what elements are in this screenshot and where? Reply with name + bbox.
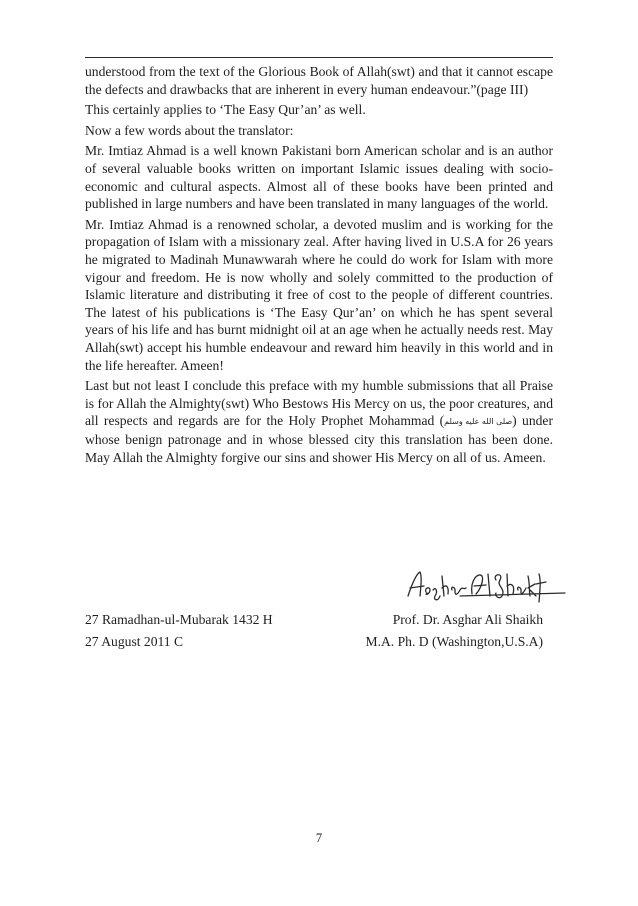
page-number: 7 (315, 831, 323, 845)
author-name: Prof. Dr. Asghar Ali Shaikh (392, 612, 543, 627)
paragraph-translator-intro: Now a few words about the translator: (85, 122, 294, 138)
date-hijri: 27 Ramadhan-ul-Mubarak 1432 H (85, 612, 273, 627)
paragraph-applies: This certainly applies to ‘The Easy Qur’an’ as well. (85, 102, 366, 118)
date-gregorian: 27 August 2011 C (85, 634, 184, 649)
conclusion-text-after: ) under whose benign patronage and in whose blessed city this translation has been done. May Allah the Almighty forgive our sins and shower His Mercy on all of us. Ameen. (85, 413, 553, 465)
conclusion-text-before: Last but not least I conclude this preface with my humble submissions that all Praise is for Allah the Almighty(swt) Who Bestows His Mercy on us, the poor creatures, and all respects and regards are for the Holy Prophet Mohammad ( (85, 378, 553, 429)
top-rule (85, 57, 553, 58)
handwritten-signature (400, 566, 570, 606)
paragraph-conclusion (85, 377, 553, 466)
author-credentials: M.A. Ph. D (Washington,U.S.A) (365, 634, 543, 649)
paragraph-translator-bio: Mr. Imtiaz Ahmad is a well known Pakistani born American scholar and is an author of several valuable books written on important Islamic issues dealing with socio-economic and cultural aspects. Almost all of these books have been printed and published in large numbers and have been translated in many languages of the world. (85, 143, 553, 212)
paragraph-translator-work: Mr. Imtiaz Ahmad is a renowned scholar, a devoted muslim and is working for the propagation of Islam with a missionary zeal. After having lived in U.S.A for 26 years he migrated to Madinah Munawwarah where he could do work for Islam with more vigour and freedom. He is now wholly and solely committed to the production of Islamic literature and distributing it free of cost to the people of different countries. The latest of his publications is ‘The Easy Qur’an’ on which he has spent several years of his life and has burnt midnight oil at an age when he actually needs rest. May Allah(swt) accept his humble endeavour and reward him heavily in this world and in the life hereafter. Ameen! (85, 216, 553, 373)
preface-body (85, 63, 553, 469)
pbuh-honorific: صلى الله عليه وسلم (444, 417, 513, 427)
paragraph-quote-end: understood from the text of the Glorious Book of Allah(swt) and that it cannot escape the defects and drawbacks that are inherent in every human endeavour.”(page III) (85, 64, 553, 97)
